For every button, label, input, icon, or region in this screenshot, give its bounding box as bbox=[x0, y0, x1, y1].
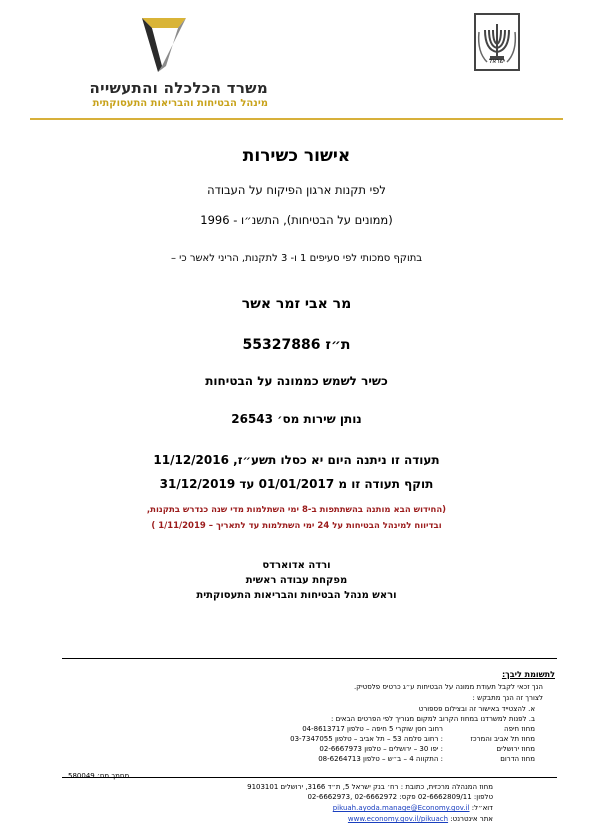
footer-email-row bbox=[333, 804, 493, 812]
signer-role: מפקחת עבודה ראשית bbox=[245, 575, 348, 586]
district-detail: רחוב חסן שוקרי 5 חיפה – טלפון 04-8613717 bbox=[302, 725, 443, 733]
district-name: מחוז הדרום bbox=[500, 755, 535, 763]
notes-line: ב. לפנות למשרדנו במחוז הקרוב למקום מגוריך לפי הפרטים הבאים : bbox=[330, 715, 535, 723]
email-link[interactable]: pikuah.ayoda.manage@Economy.gov.il bbox=[332, 804, 470, 812]
ministry-subtitle: מינהל הבטיחות והבריאות התעסוקתית bbox=[92, 98, 268, 109]
service-number: נותן שירות מס׳ 26543 bbox=[231, 412, 362, 426]
notes-line: לצורך זה הנך מתבקש : bbox=[472, 694, 543, 702]
header-divider bbox=[30, 118, 563, 120]
district-detail: : התקווה 4 – ב״ש – טלפון 08-6264713 bbox=[318, 755, 443, 763]
holder-id: ת״ז 55327886 bbox=[242, 337, 351, 353]
website-link[interactable]: www.economy.gov.il/pikuach bbox=[347, 815, 449, 823]
notes-divider bbox=[62, 658, 557, 659]
emblem-label: ישראל bbox=[488, 58, 506, 65]
renewal-note-2: ובדיווח למינהל הבטיחות על 24 ימי השתלמות עד לתאריך – 1/11/2019 ) bbox=[151, 521, 442, 531]
validity-line: תוקף תעודה זו מ 01/01/2017 עד 31/12/2019 bbox=[159, 477, 434, 491]
footer-phone: טלפון: 02-6662809/11 פקס: 02-6662972 ,02-6662973 bbox=[307, 793, 493, 801]
signer-name: ורדה אדוארדס bbox=[262, 560, 331, 571]
district-name: מחוז חיפה bbox=[504, 725, 535, 733]
ministry-name: משרד הכלכלה והתעשייה bbox=[89, 79, 268, 97]
notes-line: א. להצטייד באישור זה ובצילום פספורט bbox=[418, 705, 535, 713]
ministry-logo bbox=[138, 14, 190, 74]
qualification-line: כשיר לשמש כממונה על הבטיחות bbox=[205, 374, 388, 388]
district-detail: : יפו 30 – ירושלים – טלפון 02-6667973 bbox=[319, 745, 443, 753]
district-name: מחוז ירושלים bbox=[496, 745, 535, 753]
state-emblem bbox=[473, 12, 521, 72]
signer-role-2: וראש מנהל הבטיחות והבריאות התעסוקתית bbox=[196, 590, 397, 601]
email-label: דוא״ל: bbox=[471, 804, 493, 812]
authority-line: בתוקף סמכותי לפי סעיפים 1 ו- 3 לתקנות, הריני לאשר כי – bbox=[170, 253, 423, 264]
district-detail: : רחוב סלמה 53 – תל אביב – טלפון 03-7347055 bbox=[290, 735, 443, 743]
district-name: מחוז תל אביב והמרכז bbox=[470, 735, 535, 743]
notes-line: הנך זכאי לקבל תעודת ממונה על הבטיחות ע״ג כרטיס פלסטיק. bbox=[353, 683, 543, 691]
issued-line: תעודה זו ניתנה היום יא כסלו תשע״ז, 11/12/2016 bbox=[153, 453, 440, 467]
site-label: אתר אינטרנט: bbox=[450, 815, 493, 823]
regulation-line: לפי תקנות ארגון הפיקוח על העבודה bbox=[207, 183, 386, 197]
footer-divider bbox=[62, 777, 557, 778]
holder-name: מר אבי זמר אשר bbox=[241, 296, 352, 312]
footer-site-row bbox=[348, 815, 493, 823]
certificate-title: אישור כשירות bbox=[242, 146, 351, 166]
notes-title: לתשומת ליבך: bbox=[501, 670, 555, 679]
regulation-year-line: (ממונים על הבטיחות), התשנ״ו - 1996 bbox=[200, 213, 393, 227]
footer-address: מחוז המנהלה מרכזית, כתובת : רח׳ בנק ישראל 5, ת״ד 3166, ירושלים 9103101 bbox=[247, 783, 493, 791]
document-number: מסמך מס׳ 580049 bbox=[68, 772, 130, 780]
renewal-note-1: (החידוש הבא מותנה בהשתתפות ב-8 ימי השתלמות מדי שנה כנדרש בתקנות, bbox=[146, 505, 447, 515]
